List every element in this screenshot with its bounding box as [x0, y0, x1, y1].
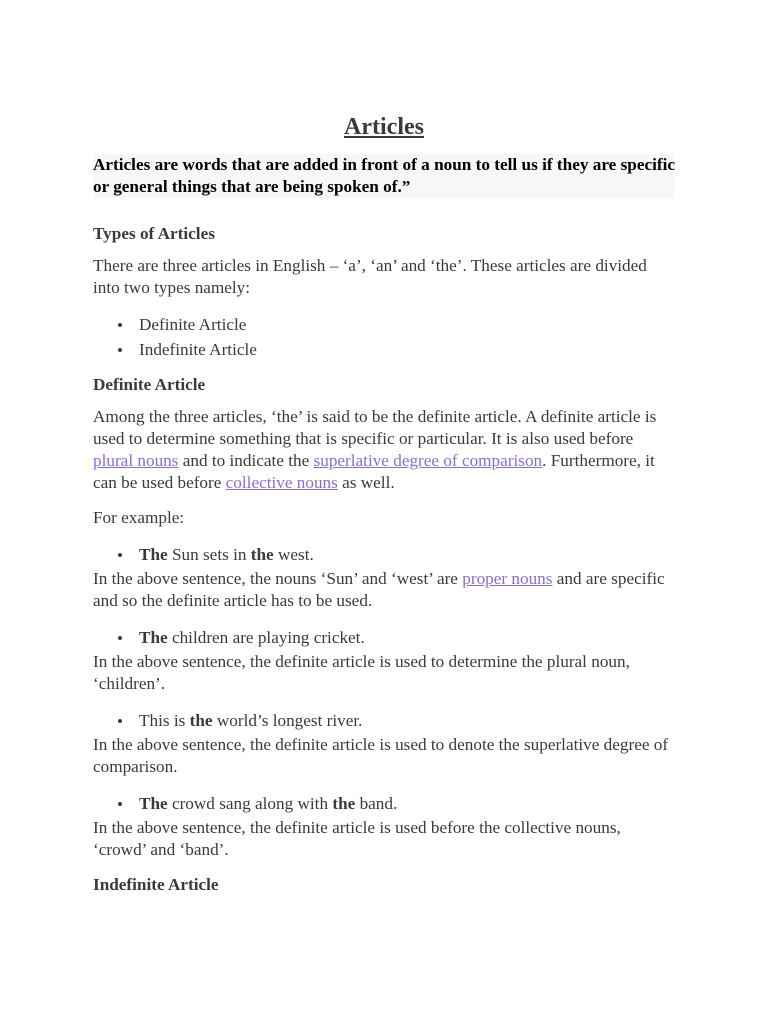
example-text: band.: [355, 794, 398, 813]
example-text: children are playing cricket.: [167, 628, 365, 647]
proper-nouns-link[interactable]: proper nouns: [462, 569, 553, 588]
paragraph-text: as well.: [337, 473, 395, 492]
example-list: [93, 625, 675, 651]
for-example-label: For example:: [93, 508, 185, 527]
types-paragraph: There are three articles in English – ‘a’, ‘an’ and ‘the’. These articles are divided into two types namely:: [93, 256, 647, 297]
types-heading: Types of Articles: [93, 224, 215, 243]
paragraph-text: Among the three articles, ‘the’ is said to be the definite article. A definite article is used to determine something that is specific or particular. It is also used before: [93, 407, 657, 448]
article-bold: the: [332, 794, 356, 813]
indefinite-heading: Indefinite Article: [93, 875, 219, 894]
example-sentence-1: [139, 542, 675, 568]
definite-heading: Definite Article: [93, 375, 206, 394]
types-list: [93, 312, 675, 362]
article-bold: The: [139, 545, 168, 564]
page-title: Articles: [344, 114, 424, 140]
intro-definition: Articles are words that are added in front of a noun to tell us if they are specific or general things that are being spoken of.”: [93, 155, 675, 196]
example-explanation-3: In the above sentence, the definite article is used to denote the superlative degree of comparison.: [93, 735, 669, 776]
example-sentence-3: [139, 708, 675, 734]
article-bold: the: [250, 545, 274, 564]
example-explanation-2: In the above sentence, the definite article is used to determine the plural noun, ‘children’.: [93, 652, 630, 693]
example-text: world’s longest river.: [212, 711, 363, 730]
list-item: Indefinite Article: [139, 337, 675, 362]
superlative-degree-link[interactable]: superlative degree of comparison: [313, 451, 543, 470]
collective-nouns-link[interactable]: collective nouns: [225, 473, 338, 492]
example-sentence-2: [139, 625, 675, 651]
list-item: Definite Article: [139, 312, 675, 337]
article-bold: the: [189, 711, 213, 730]
paragraph-text: and are specific and so the definite article has to be used.: [93, 569, 665, 610]
article-bold: The: [139, 794, 168, 813]
paragraph-text: and to indicate the: [178, 451, 314, 470]
example-explanation-1: [93, 568, 675, 612]
paragraph-text: . Furthermore, it can be used before: [93, 451, 655, 492]
example-list: [93, 791, 675, 817]
example-sentence-4: [139, 791, 675, 817]
plural-nouns-link[interactable]: plural nouns: [93, 451, 179, 470]
article-bold: The: [139, 628, 168, 647]
example-text: crowd sang along with: [167, 794, 333, 813]
example-list: [93, 708, 675, 734]
document-page: [93, 112, 675, 906]
example-text: This is: [139, 711, 190, 730]
example-text: west.: [273, 545, 314, 564]
example-list: [93, 542, 675, 568]
example-explanation-4: In the above sentence, the definite article is used before the collective nouns, ‘crowd’ and ‘band’.: [93, 818, 621, 859]
example-text: Sun sets in: [167, 545, 251, 564]
definite-paragraph: [93, 406, 675, 494]
paragraph-text: In the above sentence, the nouns ‘Sun’ and ‘west’ are: [93, 569, 463, 588]
